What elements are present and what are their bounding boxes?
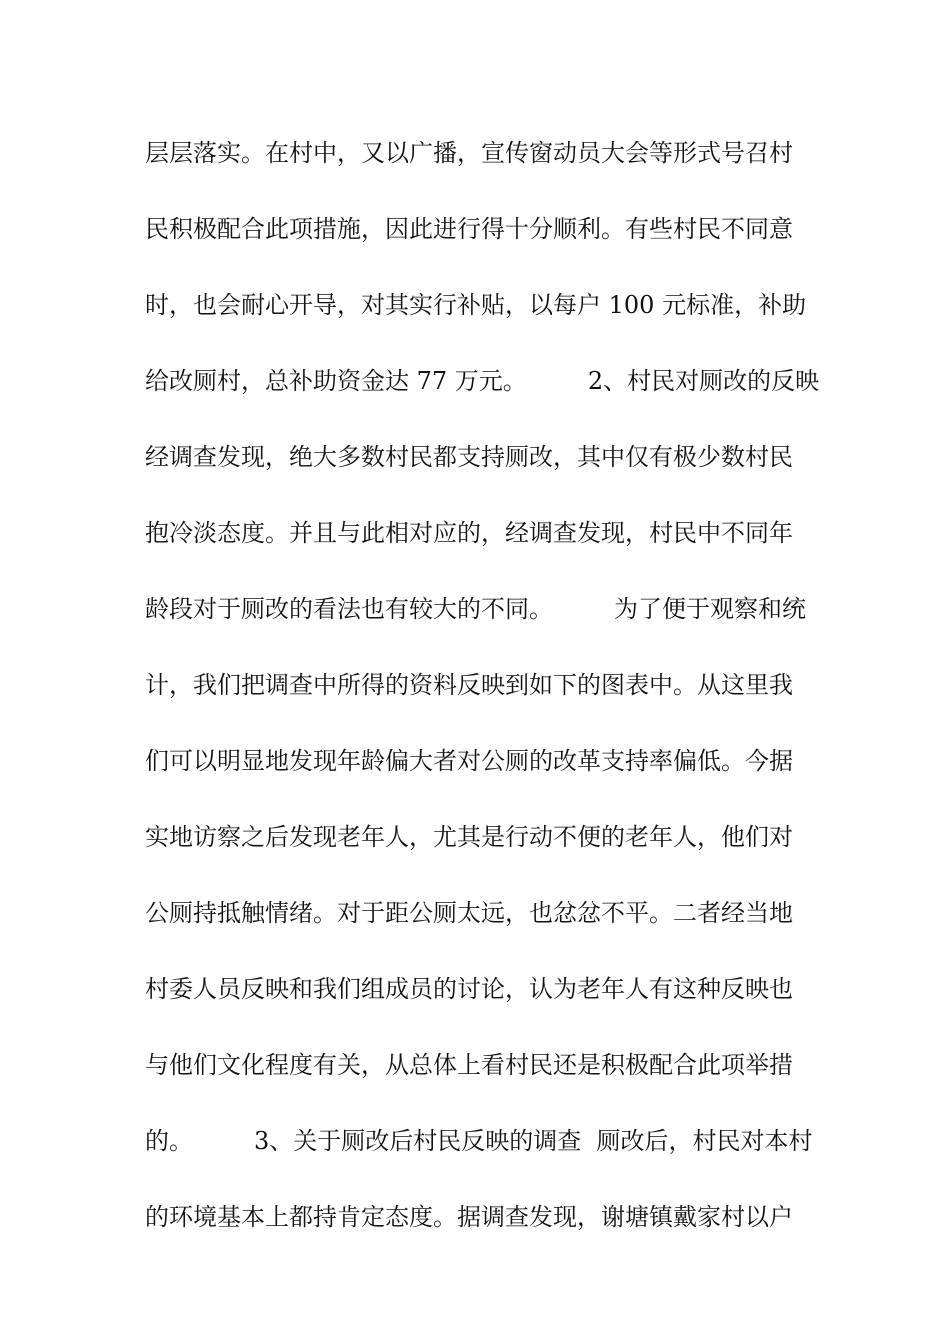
text-line: 公厕持抵触情绪。对于距公厕太远，也忿忿不平。二者经当地 <box>145 899 793 927</box>
text-line: 计，我们把调查中所得的资料反映到如下的图表中。从这里我 <box>145 671 793 699</box>
text-line: 抱冷淡态度。并且与此相对应的，经调查发现，村民中不同年 <box>145 519 793 547</box>
text-line: 层层落实。在村中，又以广播，宣传窗动员大会等形式号召村 <box>145 139 793 167</box>
text-line: 村委人员反映和我们组成员的讨论，认为老年人有这种反映也 <box>145 975 793 1003</box>
text-line: 民积极配合此项措施，因此进行得十分顺利。有些村民不同意 <box>145 215 793 243</box>
text-line: 龄段对于厕改的看法也有较大的不同。 为了便于观察和统 <box>145 595 807 623</box>
text-line: 给改厕村，总补助资金达 77 万元。 2、村民对厕改的反映 <box>145 367 820 395</box>
body-text <box>145 131 825 1271</box>
text-line: 们可以明显地发现年龄偏大者对公厕的改革支持率偏低。今据 <box>145 747 793 775</box>
text-line: 的环境基本上都持肯定态度。据调查发现，谢塘镇戴家村以户 <box>145 1203 793 1231</box>
text-line: 的。 3、关于厕改后村民反映的调查 厕改后，村民对本村 <box>145 1127 813 1155</box>
text-line: 经调查发现，绝大多数村民都支持厕改，其中仅有极少数村民 <box>145 443 793 471</box>
text-line: 实地访察之后发现老年人，尤其是行动不便的老年人，他们对 <box>145 823 793 851</box>
text-line: 时，也会耐心开导，对其实行补贴，以每户 100 元标准，补助 <box>145 291 807 319</box>
text-line: 与他们文化程度有关，从总体上看村民还是积极配合此项举措 <box>145 1051 793 1079</box>
